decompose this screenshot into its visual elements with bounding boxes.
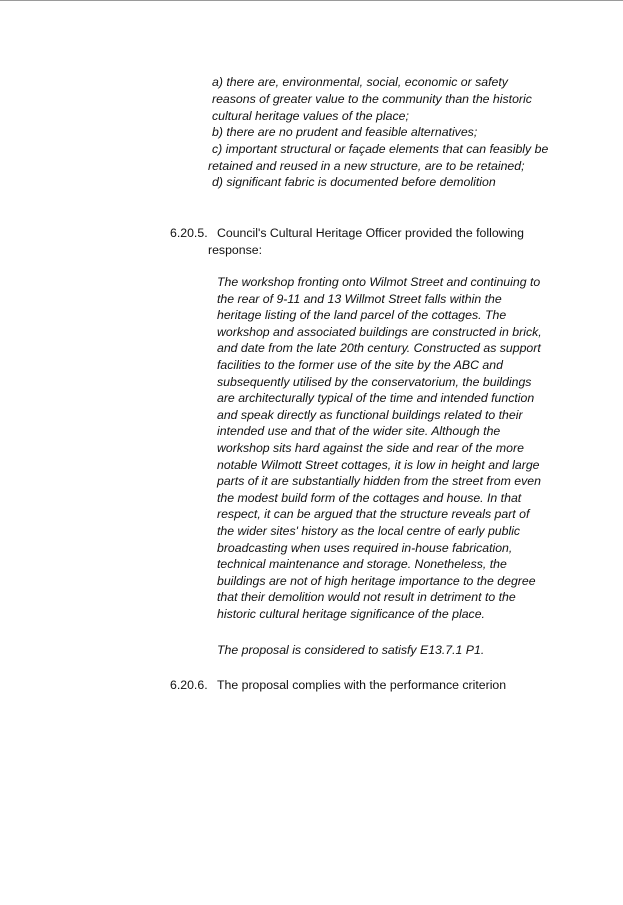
criteria-line: retained and reused in a new structure, are to be retained;	[208, 159, 525, 173]
response-line: the rear of 9-11 and 13 Willmot Street falls within the	[217, 291, 502, 306]
criteria-line: d) significant fabric is documented before demolition	[212, 175, 496, 189]
response-line: workshop sits hard against the side and rear of the more	[217, 440, 524, 455]
paragraph-text: Council's Cultural Heritage Officer provided the following	[217, 226, 524, 240]
criteria-line: c) important structural or façade elements that can feasibly be	[212, 142, 549, 156]
criteria-line: cultural heritage values of the place;	[212, 109, 409, 123]
response-line: and date from the late 20th century. Constructed as support	[217, 341, 541, 356]
response-line: are architecturally typical of the time and intended function	[217, 391, 535, 406]
response-line: historic cultural heritage significance of the place.	[217, 606, 485, 621]
paragraph-text: The proposal complies with the performance criterion	[217, 678, 507, 692]
response-line: intended use and that of the wider site. Although the	[217, 424, 501, 439]
response-line: subsequently utilised by the conservatorium, the buildings	[217, 374, 532, 389]
paragraph-number: 6.20.5.	[170, 226, 208, 240]
response-line: and speak directly as functional buildings related to their	[217, 407, 523, 422]
response-line: buildings are not of high heritage importance to the degree	[217, 573, 536, 588]
response-line: The workshop fronting onto Wilmot Street and continuing to	[217, 275, 541, 289]
heritage-officer-response	[217, 274, 577, 622]
response-line: facilities to the former use of the site by the ABC and	[217, 357, 503, 372]
response-line: the wider sites' history as the local centre of early public	[217, 523, 521, 538]
heritage-conclusion: The proposal is considered to satisfy E13.7.1 P1.	[217, 643, 485, 657]
criteria-line: b) there are no prudent and feasible alternatives;	[212, 125, 478, 139]
response-line: broadcasting when uses required in-house fabrication,	[217, 540, 513, 555]
criteria-line: reasons of greater value to the community than the historic	[212, 92, 532, 106]
response-line: that their demolition would not result in detriment to the	[217, 590, 516, 605]
page-top-border	[0, 0, 623, 1]
response-line: workshop and associated buildings are constructed in brick,	[217, 324, 542, 339]
criteria-line: a) there are, environmental, social, economic or safety	[212, 75, 508, 89]
response-line: respect, it can be argued that the structure reveals part of	[217, 507, 530, 522]
response-line: the modest build form of the cottages and house. In that	[217, 490, 522, 505]
response-line: technical maintenance and storage. Nonetheless, the	[217, 557, 507, 572]
response-line: parts of it are substantially hidden from the street from even	[217, 474, 541, 489]
response-line: notable Wilmott Street cottages, it is low in height and large	[217, 457, 540, 472]
paragraph-number: 6.20.6.	[170, 678, 208, 692]
response-line: heritage listing of the land parcel of the cottages. The	[217, 308, 507, 323]
paragraph-text: response:	[208, 243, 263, 257]
